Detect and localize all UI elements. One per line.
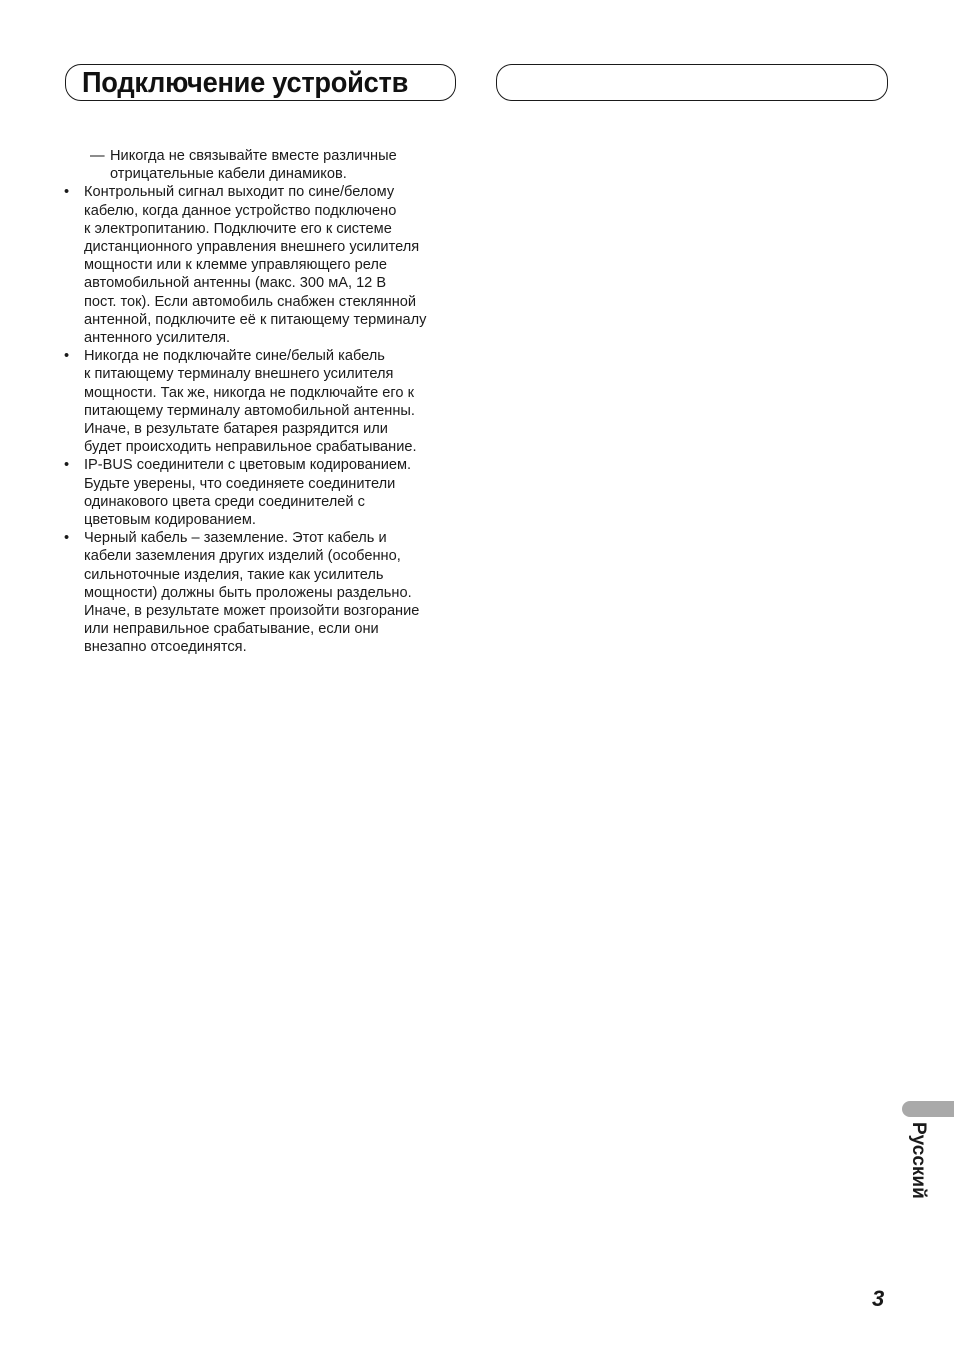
text-line: Никогда не связывайте вместе различные xyxy=(110,148,397,164)
dash-mark: — xyxy=(90,148,105,164)
main-text-column xyxy=(62,147,462,657)
bullet-list xyxy=(62,183,462,656)
bullet-item-blue-white-cable xyxy=(62,347,462,456)
text-line: Иначе, в результате может произойти возгорание xyxy=(84,603,420,620)
text-line: Никогда не подключайте сине/белый кабель xyxy=(84,348,385,365)
page-number: 3 xyxy=(872,1286,885,1311)
text-line: IP-BUS соединители с цветовым кодированием. xyxy=(84,457,412,474)
text-line: к электропитанию. Подключите его к системе xyxy=(84,220,392,237)
text-line: антенной, подключите её к питающему терминалу xyxy=(84,311,427,328)
text-line: одинакового цвета среди соединителей с xyxy=(84,493,365,510)
text-line: пост. ток). Если автомобиль снабжен стеклянной xyxy=(84,293,417,310)
text-line: автомобильной антенны (макс. 300 мА, 12 В xyxy=(84,275,387,292)
text-line: Иначе, в результате батарея разрядится или xyxy=(84,421,388,438)
bullet-mark: • xyxy=(64,457,70,474)
section-title: Подключение устройств xyxy=(82,67,409,99)
text-line: отрицательные кабели динамиков. xyxy=(110,166,347,183)
text-line: антенного усилителя. xyxy=(84,330,231,347)
text-line: кабелю, когда данное устройство подключено xyxy=(84,202,397,219)
text-line: сильноточные изделия, такие как усилитель xyxy=(84,566,384,583)
dash-list-item xyxy=(62,147,462,183)
text-line: мощности или к клемме управляющего реле xyxy=(84,257,387,274)
text-line: или неправильное срабатывание, если они xyxy=(84,621,379,638)
text-line: Контрольный сигнал выходит по сине/белому xyxy=(84,184,395,201)
bullet-mark: • xyxy=(64,184,70,201)
bullet-item-ip-bus xyxy=(62,456,462,529)
empty-title-box xyxy=(496,64,888,101)
bullet-mark: • xyxy=(64,348,70,365)
text-line: кабели заземления других изделий (особенно, xyxy=(84,548,401,565)
section-title-box xyxy=(65,64,456,101)
language-label: Русский xyxy=(908,1122,929,1199)
text-line: мощности. Так же, никогда не подключайте его к xyxy=(84,384,414,401)
text-line: будет происходить неправильное срабатывание. xyxy=(84,439,417,456)
language-tab xyxy=(902,1101,954,1117)
text-line: к питающему терминалу внешнего усилителя xyxy=(84,366,394,383)
bullet-item-control-signal xyxy=(62,183,462,347)
text-line: Будьте уверены, что соединяете соединители xyxy=(84,475,396,492)
text-line: мощности) должны быть проложены раздельно. xyxy=(84,584,412,601)
bullet-item-ground-cable xyxy=(62,529,462,656)
text-line: внезапно отсоединятся. xyxy=(84,639,247,656)
text-line: Черный кабель – заземление. Этот кабель и xyxy=(84,530,387,547)
text-line: питающему терминалу автомобильной антенны. xyxy=(84,402,415,419)
text-line: дистанционного управления внешнего усилителя xyxy=(84,239,420,256)
bullet-mark: • xyxy=(64,530,70,547)
text-line: цветовым кодированием. xyxy=(84,512,256,529)
